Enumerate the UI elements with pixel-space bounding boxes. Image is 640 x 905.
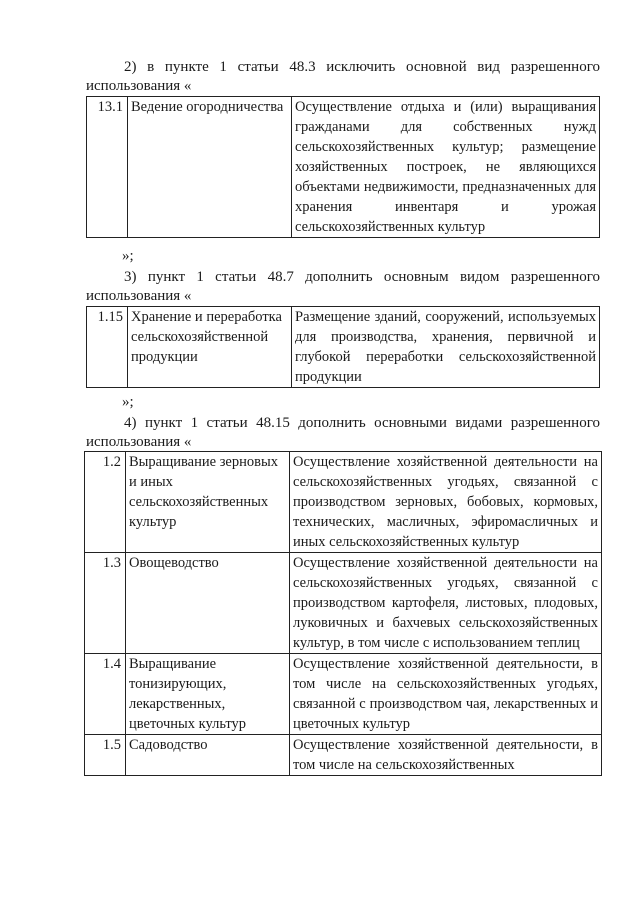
row-number: 1.3 (85, 553, 126, 654)
table-row (85, 654, 602, 735)
table-row (85, 452, 602, 553)
row-description: Осуществление хозяйственной деятельности, в том числе на сельскохозяйственных угодьях, связанной с производством чая, лекарственных и цветочных культур (290, 654, 602, 735)
row-name: Овощеводство (126, 553, 290, 654)
row-name: Садоводство (126, 735, 290, 776)
closing-quote: »; (122, 248, 134, 264)
row-description: Осуществление хозяйственной деятельности, в том числе на сельскохозяйственных (290, 735, 602, 776)
row-description: Осуществление хозяйственной деятельности на сельскохозяйственных угодьях, связанной с производством картофеля, листовых, плодовых, луковичных и бахчевых сельскохозяйственных культур, в том числе с использованием теплиц (290, 553, 602, 654)
row-number: 1.15 (87, 307, 128, 388)
row-number: 13.1 (87, 97, 128, 238)
row-name: Выращивание зерновых и иных сельскохозяйственных культур (126, 452, 290, 553)
row-name: Ведение огородничества (128, 97, 292, 238)
paragraph-item-2 (86, 58, 600, 96)
paragraph-line: использования « (86, 78, 192, 94)
paragraph-line: использования « (86, 434, 192, 450)
row-number: 1.4 (85, 654, 126, 735)
table-row (87, 307, 600, 388)
paragraph-line: использования « (86, 288, 192, 304)
row-description: Размещение зданий, сооружений, используемых для производства, хранения, первичной и глубокой переработки сельскохозяйственной продукции (292, 307, 600, 388)
row-number: 1.5 (85, 735, 126, 776)
paragraph-line: 2) в пункте 1 статьи 48.3 исключить основной вид разрешенного (124, 59, 600, 75)
table-row (85, 553, 602, 654)
table-row (87, 97, 600, 238)
table-item-3 (86, 306, 600, 388)
row-name: Выращивание тонизирующих, лекарственных, цветочных культур (126, 654, 290, 735)
paragraph-item-3 (86, 268, 600, 306)
row-description: Осуществление хозяйственной деятельности на сельскохозяйственных угодьях, связанной с производством зерновых, бобовых, кормовых, технических, масличных, эфиромасличных и иных сельскохозяйственных культур (290, 452, 602, 553)
table-row (85, 735, 602, 776)
row-number: 1.2 (85, 452, 126, 553)
paragraph-item-4 (86, 414, 600, 452)
table-item-2 (86, 96, 600, 238)
table-item-4 (84, 451, 602, 776)
paragraph-line: 3) пункт 1 статьи 48.7 дополнить основным видом разрешенного (124, 269, 600, 285)
row-description: Осуществление отдыха и (или) выращивания гражданами для собственных нужд сельскохозяйственных культур; размещение хозяйственных построек, не являющихся объектами недвижимости, предназначенных для хранения инвентаря и урожая сельскохозяйственных культур (292, 97, 600, 238)
closing-quote: »; (122, 394, 134, 410)
paragraph-line: 4) пункт 1 статьи 48.15 дополнить основными видами разрешенного (124, 415, 600, 431)
row-name: Хранение и переработка сельскохозяйственной продукции (128, 307, 292, 388)
